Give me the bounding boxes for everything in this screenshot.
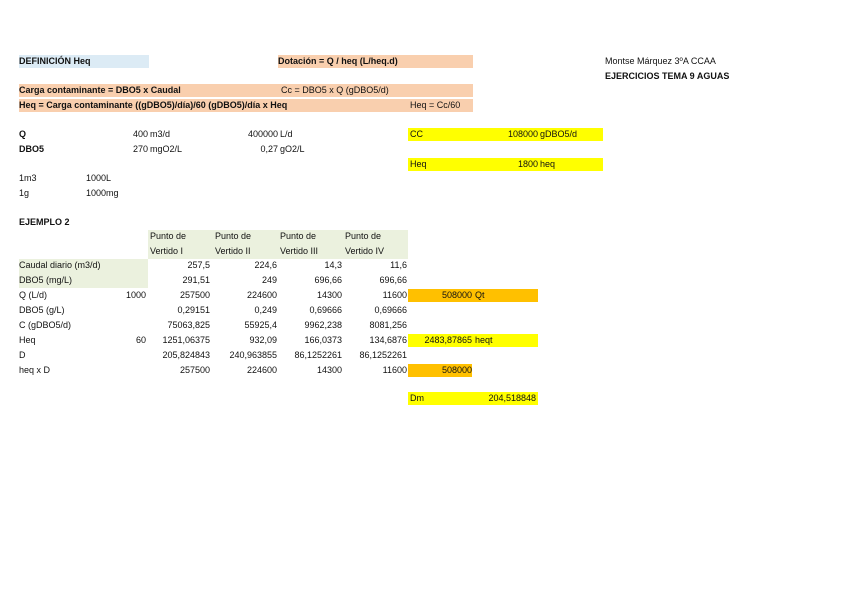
q-unit-liters: L/d	[280, 129, 293, 139]
cell-q-3: 14300	[316, 290, 342, 300]
cell-c-1: 75063,825	[167, 320, 210, 330]
heqt-result-label: heqt	[475, 335, 493, 345]
row-label-q: Q (L/d)	[19, 290, 48, 300]
heq-result-value: 1800	[517, 159, 538, 169]
cell-dbo5-mg-2: 249	[261, 275, 277, 285]
cell-heq-x-d-4: 11600	[382, 365, 407, 375]
row-label-d: D	[19, 350, 26, 360]
column-header-3-line2: Vertido III	[280, 246, 319, 256]
row-label-heq-x-d: heq x D	[19, 365, 51, 375]
dbo5-value: 270	[132, 144, 148, 154]
column-header-3-line1: Punto de	[280, 231, 317, 241]
conversion-m3-label: 1m3	[19, 173, 37, 183]
dm-result-label: Dm	[410, 393, 424, 403]
cell-d-3: 86,1252261	[294, 350, 342, 360]
ejercicios-title: EJERCICIOS TEMA 9 AGUAS	[605, 71, 730, 81]
column-header-1-line2: Vertido I	[150, 246, 184, 256]
cell-heq-x-d-3: 14300	[316, 365, 342, 375]
cell-dbo5-g-3: 0,69666	[309, 305, 342, 315]
cell-heq-2: 932,09	[249, 335, 277, 345]
cc-result-unit: gDBO5/d	[540, 129, 578, 139]
cell-caudal-4: 11,6	[390, 260, 407, 270]
heq-result-label: Heq	[410, 159, 427, 169]
cell-heq-x-d-2: 224600	[246, 365, 277, 375]
heq-formula: Heq = Cc/60	[410, 100, 461, 110]
column-header-2-line1: Punto de	[215, 231, 252, 241]
cell-dbo5-mg-3: 696,66	[314, 275, 342, 285]
cell-d-2: 240,963855	[229, 350, 277, 360]
column-header-2-line2: Vertido II	[215, 246, 251, 256]
ejemplo2-title: EJEMPLO 2	[19, 217, 70, 227]
q-unit: m3/d	[150, 129, 171, 139]
cell-heq-x-d-1: 257500	[179, 365, 210, 375]
row-label-heq: Heq	[19, 335, 36, 345]
cell-q-4: 11600	[382, 290, 407, 300]
cell-heq-4: 134,6876	[369, 335, 407, 345]
column-header-4-line2: Vertido IV	[345, 246, 385, 256]
cell-dbo5-g-4: 0,69666	[374, 305, 407, 315]
cell-dbo5-g-2: 0,249	[254, 305, 277, 315]
row-label-dbo5-mg: DBO5 (mg/L)	[19, 275, 73, 285]
cell-caudal-3: 14,3	[324, 260, 342, 270]
cell-d-1: 205,824843	[162, 350, 210, 360]
cell-heq-3: 166,0373	[304, 335, 342, 345]
cell-q-factor: 1000	[125, 290, 146, 300]
cell-c-4: 8081,256	[369, 320, 407, 330]
dbo5-unit: mgO2/L	[150, 144, 183, 154]
cell-heq-factor: 60	[135, 335, 146, 345]
cell-d-4: 86,1252261	[359, 350, 407, 360]
dbo5-unit-grams: gO2/L	[280, 144, 305, 154]
dbo5-value-grams: 0,27	[260, 144, 278, 154]
carga-formula: Carga contaminante = DBO5 x Caudal	[19, 85, 181, 95]
conversion-g-value: 1000mg	[86, 188, 119, 198]
cell-caudal-1: 257,5	[187, 260, 210, 270]
cell-q-1: 257500	[179, 290, 210, 300]
definicion-heq-label: DEFINICIÓN Heq	[19, 55, 149, 68]
q-value-liters: 400000	[247, 129, 278, 139]
cell-caudal-2: 224,6	[254, 260, 277, 270]
row-label-c: C (gDBO5/d)	[19, 320, 72, 330]
cell-dbo5-mg-1: 291,51	[182, 275, 210, 285]
dm-result-value: 204,518848	[488, 393, 536, 403]
cell-c-2: 55925,4	[244, 320, 277, 330]
author-label: Montse Márquez 3ºA CCAA	[605, 56, 716, 66]
cell-heq-1: 1251,06375	[162, 335, 210, 345]
cell-c-3: 9962,238	[304, 320, 342, 330]
cc-formula: Cc = DBO5 x Q (gDBO5/d)	[281, 85, 389, 95]
column-header-1-line1: Punto de	[150, 231, 187, 241]
cell-dbo5-g-1: 0,29151	[177, 305, 210, 315]
dbo5-label: DBO5	[19, 144, 45, 154]
cc-result-label: CC	[410, 129, 423, 139]
heqt-result-value: 2483,87865	[424, 335, 472, 345]
qt-result-value: 508000	[441, 290, 472, 300]
cell-dbo5-mg-4: 696,66	[379, 275, 407, 285]
q-value: 400	[132, 129, 148, 139]
row-label-dbo5-g: DBO5 (g/L)	[19, 305, 65, 315]
cell-q-2: 224600	[246, 290, 277, 300]
cc-result-value: 108000	[507, 129, 538, 139]
row-label-caudal: Caudal diario (m3/d)	[19, 260, 101, 270]
heq-definition: Heq = Carga contaminante ((gDBO5)/día)/60 (gDBO5)/día x Heq	[19, 100, 288, 110]
column-header-4-line1: Punto de	[345, 231, 382, 241]
heq-x-d-total: 508000	[408, 364, 472, 377]
qt-result-label: Qt	[475, 290, 485, 300]
heq-result-unit: heq	[540, 159, 556, 169]
conversion-g-label: 1g	[19, 188, 30, 198]
q-label: Q	[19, 129, 27, 139]
conversion-m3-value: 1000L	[86, 173, 112, 183]
dotacion-formula: Dotación = Q / heq (L/heq.d)	[278, 55, 473, 68]
